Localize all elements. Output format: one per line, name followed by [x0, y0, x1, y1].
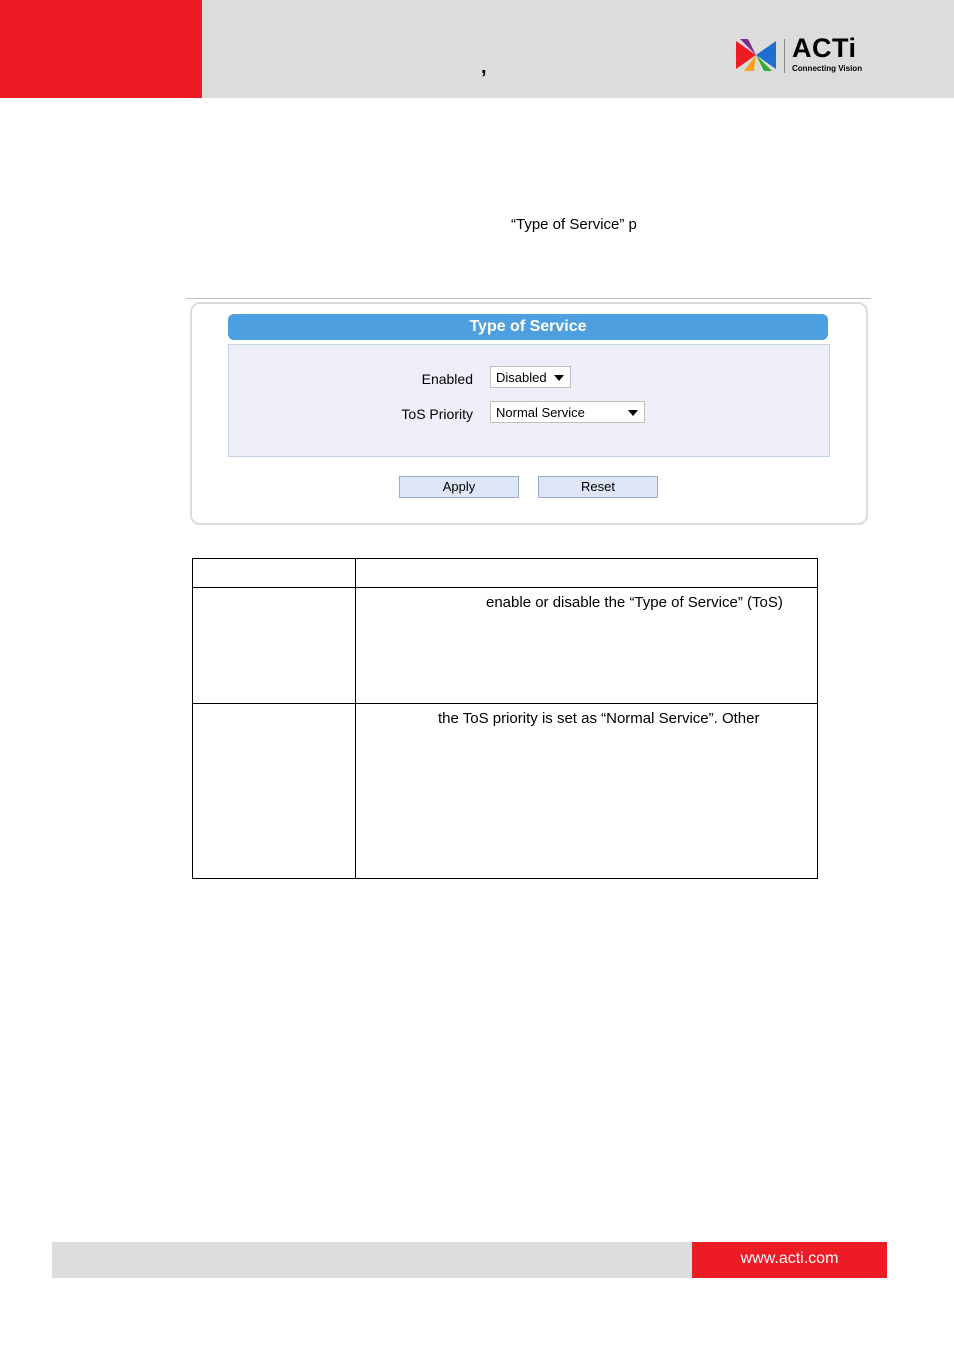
panel-title: Type of Service — [228, 314, 828, 340]
footer-bar — [52, 1242, 692, 1278]
panel-top-divider — [186, 298, 871, 299]
reset-button[interactable]: Reset — [538, 476, 658, 498]
table-cell-description — [356, 704, 818, 879]
type-of-service-panel — [190, 302, 868, 525]
enabled-select[interactable] — [490, 366, 571, 388]
apply-button[interactable]: Apply — [399, 476, 519, 498]
acti-butterfly-icon — [734, 37, 778, 73]
enabled-select-value: Disabled — [496, 370, 547, 385]
table-cell-name — [193, 704, 356, 879]
table-header-row — [193, 559, 818, 588]
tos-priority-select[interactable] — [490, 401, 645, 423]
footer-url: www.acti.com — [692, 1242, 887, 1278]
table-header-cell — [193, 559, 356, 588]
table-row — [193, 704, 818, 879]
table-row — [193, 588, 818, 704]
description-table — [192, 558, 818, 879]
logo-tagline: Connecting Vision — [792, 64, 863, 73]
logo-divider — [784, 39, 785, 73]
tos-priority-label: ToS Priority — [401, 406, 473, 422]
header-comma: , — [481, 56, 487, 78]
intro-text: “Type of Service” p — [511, 216, 637, 233]
table-cell-description — [356, 588, 818, 704]
tos-priority-select-value: Normal Service — [496, 405, 585, 420]
chevron-down-icon — [628, 410, 638, 416]
description-text: enable or disable the “Type of Service” (ToS) — [486, 594, 783, 611]
description-text: the ToS priority is set as “Normal Service”. Other — [438, 710, 760, 727]
acti-logo — [734, 33, 874, 77]
logo-wordmark: ACTi — [792, 33, 857, 63]
enabled-label: Enabled — [421, 371, 473, 387]
panel-form-area — [228, 344, 830, 457]
table-header-cell — [356, 559, 818, 588]
chevron-down-icon — [554, 375, 564, 381]
header-red-block — [0, 0, 202, 98]
table-cell-name — [193, 588, 356, 704]
